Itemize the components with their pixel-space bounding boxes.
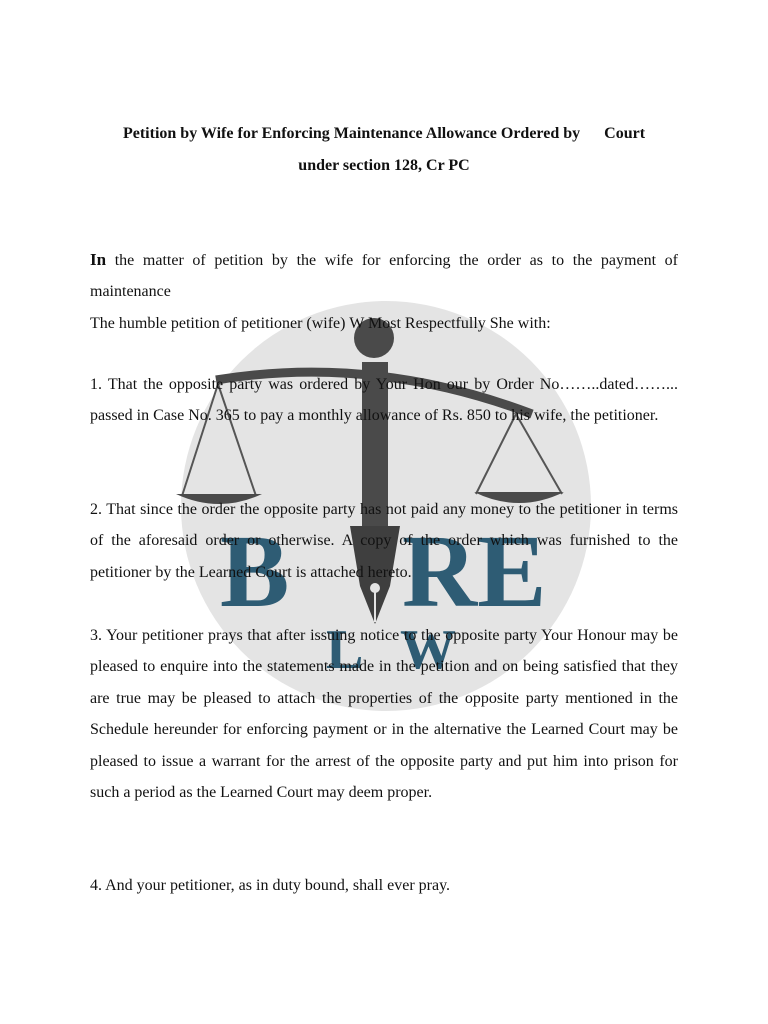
paragraph-text: 2. That since the order the opposite party has not paid any money to the petitioner in terms of the aforesaid order or otherwise. A copy of the order which was furnished to the petitioner by the Learned Court is attached hereto.: [90, 501, 678, 581]
paragraph-text: 3. Your petitioner prays that after issuing notice to the opposite party Your Honour may be pleased to enquire into the statements made in the petition and on being satisfied that they are true may be pleased to attach the properties of the opposite party mentioned in the Schedule hereunder for enforcing payment or in the alternative the Learned Court may be pleased to issue a warrant for the arrest of the opposite party and put him into prison for such a period as the Learned Court may deem proper.: [90, 627, 678, 802]
logo-letter-w: W: [400, 619, 456, 681]
logo-letter-b: B: [220, 514, 290, 629]
humble-petition-line: The humble petition of petitioner (wife) W Most Respectfully She with:: [90, 314, 551, 332]
paragraph-text: 4. And your petitioner, as in duty bound, shall ever pray.: [90, 877, 451, 894]
title-line-1: Petition by Wife for Enforcing Maintenance Allowance Ordered by Court: [122, 125, 646, 142]
intro-rest-text: the matter of petition by the wife for enforcing the order as to the payment of maintenance: [90, 252, 678, 301]
paragraph-text: 1. That the opposite party was ordered by Your Hon our by Order No……..dated……... passed in Case No. 365 to pay a monthly allowance of Rs. 850 to his wife, the petitioner.: [90, 376, 678, 425]
intro-paragraph: [90, 244, 678, 308]
title-line-2: under section 128, Cr PC: [298, 157, 470, 174]
intro-lead-word: In: [90, 250, 107, 269]
paragraph-2: [90, 494, 678, 588]
paragraph-4: [90, 870, 678, 901]
logo-letter-l: L: [326, 619, 364, 681]
paragraph-1: [90, 369, 678, 432]
logo-letters-re: RE: [402, 514, 547, 629]
paragraph-3: [90, 620, 678, 808]
document-title: [90, 118, 678, 182]
intro-section: [90, 244, 678, 339]
